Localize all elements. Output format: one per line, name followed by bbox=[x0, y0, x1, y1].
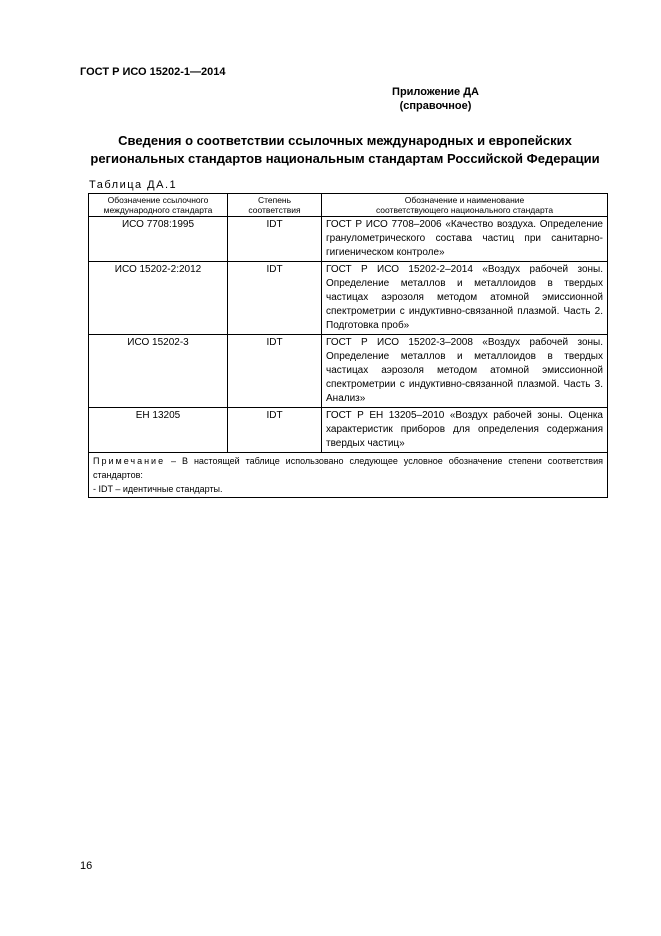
table-header-row bbox=[89, 194, 608, 217]
header-col3-line1: Обозначение и наименование bbox=[404, 195, 525, 205]
table-row bbox=[89, 217, 608, 262]
note-prefix: Примечание bbox=[93, 456, 166, 466]
section-title-line-2: региональных стандартов национальным стандартам Российской Федерации bbox=[90, 151, 600, 166]
note-text: – В настоящей таблице использовано следующее условное обозначение степени соответствия стандартов: bbox=[93, 456, 603, 480]
header-col2-line2: соответствия bbox=[248, 205, 301, 215]
note-item: - IDT – идентичные стандарты. bbox=[93, 484, 223, 494]
reference-standard-cell: ЕН 13205 bbox=[89, 408, 228, 453]
table-label: Таблица ДА.1 bbox=[89, 179, 178, 191]
national-standard-cell: ГОСТ Р ИСО 15202-3–2008 «Воздух рабочей зоны. Определение металлов и металлоидов в твердых частицах аэрозоля методом атомной эмиссионной спектрометрии с индуктивно-связанной плазмой. Часть 3. Анализ» bbox=[322, 335, 608, 408]
document-code: ГОСТ Р ИСО 15202-1—2014 bbox=[80, 66, 226, 78]
table-row bbox=[89, 262, 608, 335]
national-standard-cell: ГОСТ Р ИСО 15202-2–2014 «Воздух рабочей зоны. Определение металлов и металлоидов в твердых частицах аэрозоля методом атомной эмиссионной спектрометрии с индуктивно-связанной плазмой. Часть 2. Подготовка проб» bbox=[322, 262, 608, 335]
appendix-subtitle: (справочное) bbox=[399, 100, 472, 112]
page-number: 16 bbox=[80, 860, 93, 872]
table-row bbox=[89, 335, 608, 408]
degree-cell: IDT bbox=[228, 408, 322, 453]
correspondence-table bbox=[88, 193, 608, 498]
reference-standard-cell: ИСО 15202-3 bbox=[89, 335, 228, 408]
degree-cell: IDT bbox=[228, 217, 322, 262]
table-note-row bbox=[89, 453, 608, 498]
header-col1-line2: международного стандарта bbox=[103, 205, 213, 215]
degree-cell: IDT bbox=[228, 262, 322, 335]
national-standard-cell: ГОСТ Р ЕН 13205–2010 «Воздух рабочей зоны. Оценка характеристик приборов для определения содержания твердых частиц» bbox=[322, 408, 608, 453]
reference-standard-cell: ИСО 15202-2:2012 bbox=[89, 262, 228, 335]
table-row bbox=[89, 408, 608, 453]
header-col1-line1: Обозначение ссылочного bbox=[107, 195, 209, 205]
header-degree bbox=[228, 194, 322, 217]
appendix-title: Приложение ДА bbox=[392, 86, 479, 98]
national-standard-cell: ГОСТ Р ИСО 7708–2006 «Качество воздуха. Определение гранулометрического состава частиц при санитарно-гигиеническом контроле» bbox=[322, 217, 608, 262]
table-note bbox=[89, 453, 608, 498]
header-national-standard bbox=[322, 194, 608, 217]
section-title bbox=[80, 132, 610, 168]
section-title-line-1: Сведения о соответствии ссылочных международных и европейских bbox=[118, 133, 572, 148]
reference-standard-cell: ИСО 7708:1995 bbox=[89, 217, 228, 262]
appendix-heading bbox=[0, 85, 661, 113]
degree-cell: IDT bbox=[228, 335, 322, 408]
header-col2-line1: Степень bbox=[257, 195, 292, 205]
header-col3-line2: соответствующего национального стандарта bbox=[375, 205, 554, 215]
header-reference-standard bbox=[89, 194, 228, 217]
